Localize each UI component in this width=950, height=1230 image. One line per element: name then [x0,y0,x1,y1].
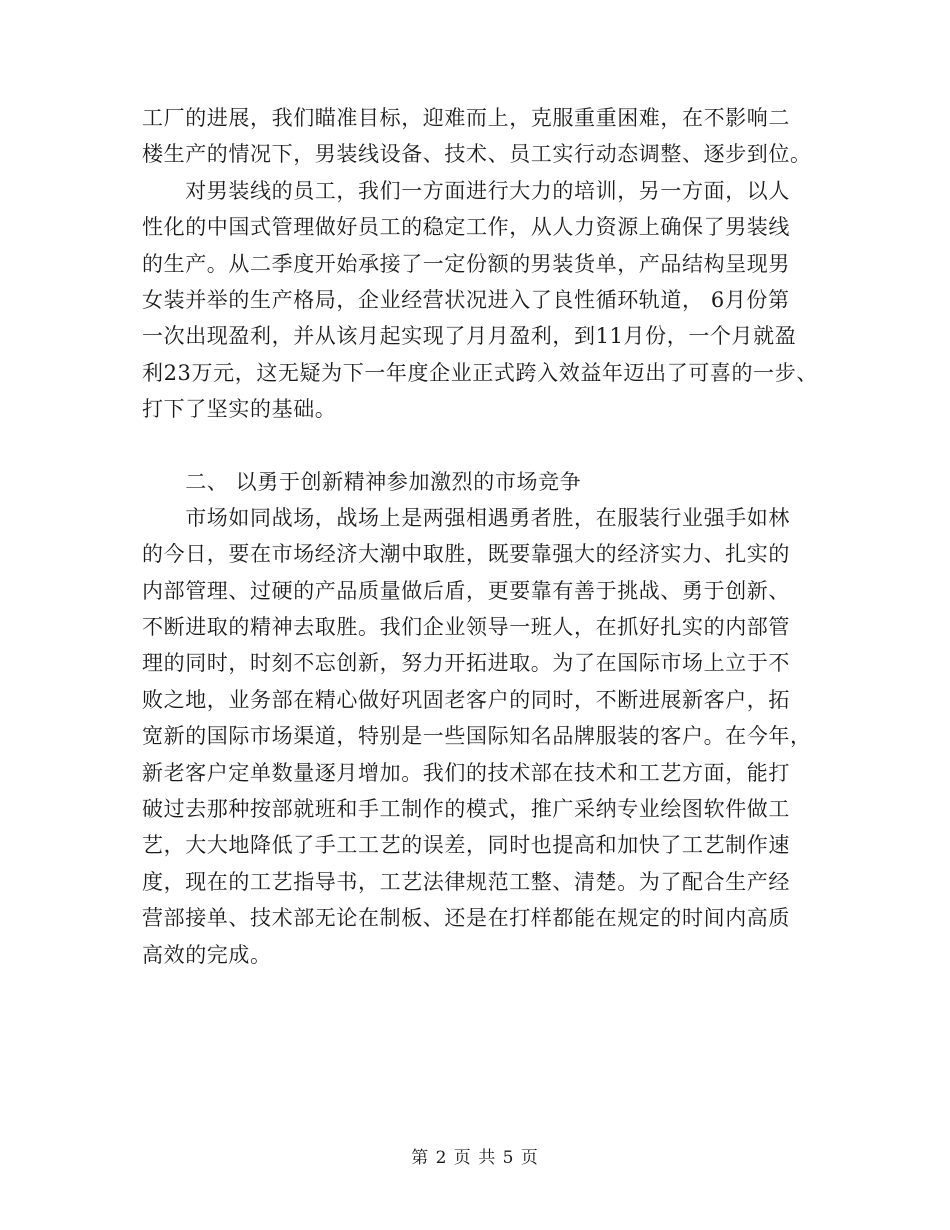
text-line: 高效的完成。 [142,942,272,967]
paragraph-1 [142,100,822,173]
text-line: 破过去那种按部就班和手工制作的模式，推广采纳专业绘图软件做工 [142,797,790,822]
page-number-footer: 第 2 页 共 5 页 [411,1148,539,1168]
paragraph-spacer [142,428,822,464]
text-line: 内部管理、过硬的产品质量做后盾，更要靠有善于挑战、勇于创新、 [142,578,790,603]
text-line: 打下了坚实的基础。 [142,397,337,422]
text-line: 的生产。从二季度开始承接了一定份额的男装货单，产品结构呈现男 [142,251,790,276]
paragraph-3 [142,500,822,973]
text-line: 一次出现盈利，并从该月起实现了月月盈利，到11月份，一个月就盈 [142,324,797,349]
text-line: 不断进取的精神去取胜。我们企业领导一班人，在抓好扎实的内部管 [142,615,790,640]
text-line: 利23万元，这无疑为下一年度企业正式跨入效益年迈出了可喜的一步、 [142,360,818,385]
text-line: 艺，大大地降低了手工工艺的误差，同时也提高和加快了工艺制作速 [142,833,790,858]
text-line: 市场如同战场，战场上是两强相遇勇者胜，在服装行业强手如林 [142,505,790,530]
text-line: 的今日，要在市场经济大潮中取胜，既要靠强大的经济实力、扎实的 [142,542,790,567]
text-line: 工厂的进展，我们瞄准目标，迎难而上，克服重重困难，在不影响二 [142,106,790,130]
section-heading: 二、 以勇于创新精神参加激烈的市场竞争 [142,469,582,494]
paragraph-2 [142,173,822,428]
text-line: 败之地，业务部在精心做好巩固老客户的同时，不断进展新客户，拓 [142,687,790,712]
text-line: 女装并举的生产格局，企业经营状况进入了良性循环轨道， 6月份第 [142,287,790,312]
text-line: 性化的中国式管理做好员工的稳定工作，从人力资源上确保了男装线 [142,215,790,240]
text-line: 新老客户定单数量逐月增加。我们的技术部在技术和工艺方面，能打 [142,760,790,785]
text-line: 对男装线的员工，我们一方面进行大力的培训，另一方面，以人 [142,178,790,203]
text-line: 理的同时，时刻不忘创新，努力开拓进取。为了在国际市场上立于不 [142,651,790,676]
text-line: 楼生产的情况下，男装线设备、技术、员工实行动态调整、逐步到位。 [142,142,812,167]
document-body [142,100,822,973]
text-line: 度，现在的工艺指导书，工艺法律规范工整、清楚。为了配合生产经 [142,869,790,894]
text-line: 营部接单、技术部无论在制板、还是在打样都能在规定的时间内高质 [142,906,790,931]
text-line: 宽新的国际市场渠道，特别是一些国际知名品牌服装的客户。在今年， [142,724,812,749]
